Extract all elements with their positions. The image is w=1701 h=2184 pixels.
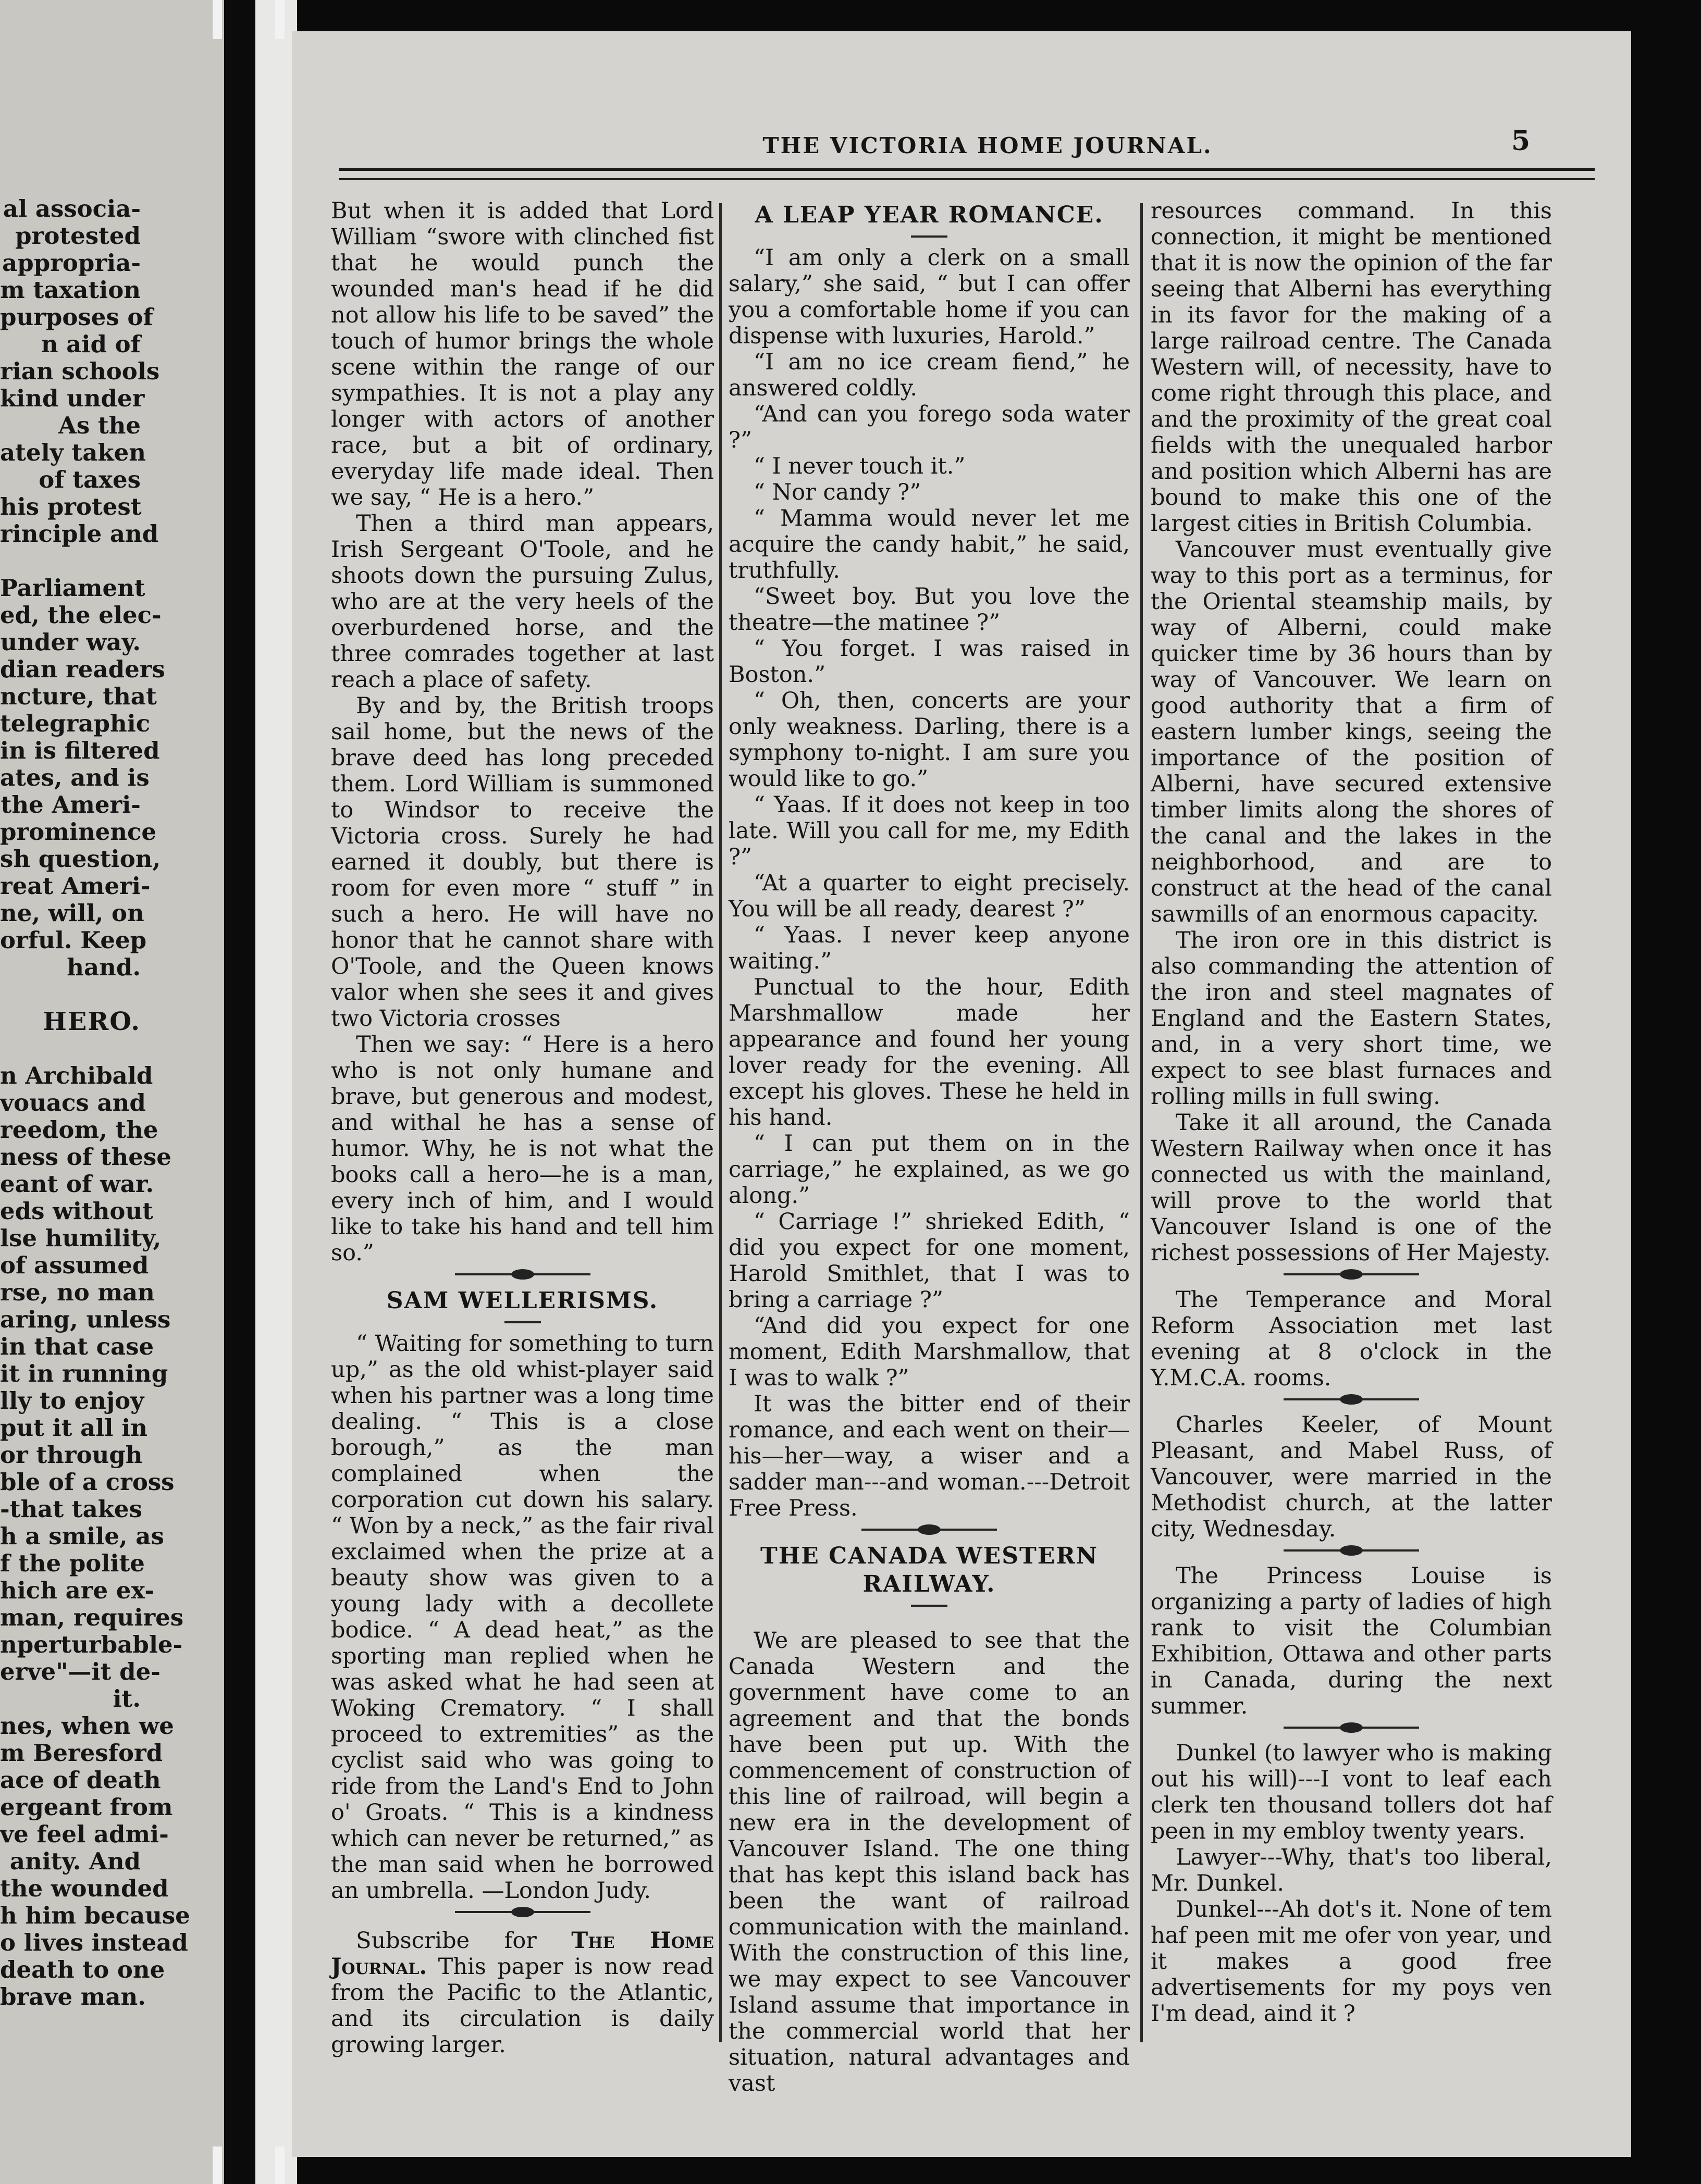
railway-article-continued: resources command. In this connection, it might be mentioned that it is now the opinion of the far seeing that Alberni has everything in its favor for the making of a large railroad centre. The Canada Western will, of necessity, have to come right through this place, and and the proximity of the great coal fields with the unequaled harbor and position which Alberni has are bound to make this one of the largest cities in British Columbia.	[1151, 198, 1552, 537]
left-page-line: HERO.	[43, 1007, 141, 1036]
section-ornament	[455, 1911, 590, 1913]
subscribe-lead: Subscribe for	[356, 1928, 572, 1954]
left-page-text-column	[0, 195, 190, 2011]
romance-paragraph: “ Carriage !” shrieked Edith, “ did you expect for one moment, Harold Smithlet, that I was to bring a carriage ?”	[729, 1209, 1130, 1313]
left-page-line: h a smile, as	[0, 1522, 164, 1550]
section-ornament	[1284, 1273, 1419, 1275]
leap-year-romance-heading: A LEAP YEAR ROMANCE.	[755, 202, 1104, 228]
left-page-line: it.	[113, 1685, 141, 1713]
section-ornament	[1284, 1549, 1419, 1552]
column-three	[1151, 198, 1552, 2027]
column-one	[331, 198, 714, 2058]
left-page-line: erve"—it de-	[0, 1658, 161, 1685]
left-page-line: the Ameri-	[1, 791, 141, 818]
left-page-line: his protest	[0, 493, 142, 520]
binding-strip	[255, 0, 297, 2184]
left-page-line: under way.	[0, 628, 141, 656]
left-page-line: ates, and is	[0, 764, 150, 791]
temperance-item: The Temperance and Moral Reform Association met last evening at 8 o'clock in the Y.M.C.A. rooms.	[1151, 1287, 1552, 1391]
railway-article: We are pleased to see that the Canada Western and the government have come to an agreement and that the bonds have been put up. With the commencement of construction of this line of railroad, will begin a new era in the development of Vancouver Island. The one thing that has kept this island back has been the want of railroad communication with the mainland. With the construction of this line, we may expect to see Vancouver Island assume that importance in the commercial world that her situation, natural advantages and vast	[729, 1628, 1130, 2096]
masthead: THE VICTORIA HOME JOURNAL.	[762, 133, 1213, 158]
romance-paragraph: “ Nor candy ?”	[754, 479, 921, 505]
column-rule	[719, 203, 722, 2042]
section-ornament	[861, 1529, 997, 1531]
left-page-line: ergeant from	[0, 1793, 173, 1821]
left-page-line: dian readers	[0, 655, 165, 683]
princess-louise-item: The Princess Louise is organizing a party of ladies of high rank to visit the Columbian Exhibition, Ottawa and other parts in Canada, during the next summer.	[1151, 1563, 1552, 1719]
sam-wellerisms-heading: SAM WELLERISMS.	[386, 1287, 659, 1314]
romance-paragraph: “I am only a clerk on a small salary,” she said, “ but I can offer you a comfortable home if you can dispense with luxuries, Harold.”	[729, 245, 1130, 349]
line-gap	[0, 548, 141, 575]
romance-paragraph: “ Yaas. If it does not keep in too late. Will you call for me, my Edith ?”	[729, 792, 1130, 870]
left-page-line: or through	[0, 1441, 143, 1469]
line-gap	[0, 981, 141, 1008]
left-page-line: vouacs and	[0, 1089, 146, 1116]
column-two	[729, 198, 1130, 2096]
scan-edge-mark	[275, 0, 285, 39]
left-page-line: in is filtered	[0, 737, 160, 764]
left-page-line: telegraphic	[0, 710, 151, 737]
left-page-line: put it all in	[0, 1414, 148, 1442]
heading-dash	[911, 1605, 947, 1607]
romance-paragraph: “ You forget. I was raised in Boston.”	[729, 636, 1130, 688]
left-page-line: ncture, that	[0, 682, 157, 710]
left-page-line: man, requires	[0, 1604, 184, 1631]
left-page-line: nes, when we	[0, 1712, 174, 1740]
left-page-line: ble of a cross	[0, 1468, 175, 1496]
romance-paragraph: “ Mamma would never let me acquire the candy habit,” he said, truthfully.	[729, 505, 1130, 584]
scan-border	[1631, 0, 1701, 2184]
page-number: 5	[1511, 125, 1531, 157]
left-page-line: -that takes	[0, 1495, 142, 1523]
left-page-line: ve feel admi-	[0, 1820, 169, 1848]
left-page-line: lse humility,	[0, 1224, 162, 1252]
dunkel-joke-line: Dunkel (to lawyer who is making out his will)---I vont to leaf each clerk ten thousand tollers dot haf peen in my embloy twenty years.	[1151, 1740, 1552, 1844]
hero-paragraph: Then a third man appears, Irish Sergeant O'Toole, and he shoots down the pursuing Zulus, who are at the very heels of the overburdened horse, and the three comrades together at last reach a place of safety.	[331, 511, 714, 693]
subscribe-notice	[331, 1928, 714, 2058]
left-page-line: sh question,	[0, 845, 161, 873]
left-page-line: m Beresford	[0, 1739, 163, 1767]
newspaper-page	[292, 31, 1631, 2157]
left-page-line: reedom, the	[0, 1116, 158, 1144]
left-page-line: purposes of	[0, 303, 153, 331]
section-ornament	[1284, 1727, 1419, 1729]
left-page-line: eant of war.	[0, 1170, 154, 1198]
vancouver-paragraph: Vancouver must eventually give way to this port as a terminus, for the Oriental steamship mails, by way of Alberni, could make quicker time by 36 hours than by way of Vancouver. We learn on good authority that a firm of eastern lumber kings, seeing the importance of the position of Alberni, have secured extensive timber limits along the shores of the canal and the lakes in the neighborhood, and are to construct at the head of the canal sawmills of an enormous capacity.	[1151, 537, 1552, 927]
left-page-line: h him because	[0, 1902, 190, 1929]
left-page-line: brave man.	[0, 1983, 146, 2011]
section-ornament	[1284, 1398, 1419, 1400]
column-rule	[1140, 203, 1143, 2042]
left-page-line: appropria-	[2, 249, 141, 277]
left-page-line: orful. Keep	[0, 926, 147, 954]
left-page-line: al associa-	[3, 195, 141, 222]
heading-dash	[504, 1321, 541, 1323]
romance-paragraph: “ I can put them on in the carriage,” he explained, as we go along.”	[729, 1131, 1130, 1209]
scan-edge-mark	[213, 2146, 222, 2184]
left-page-line: o lives instead	[0, 1929, 188, 1956]
hero-paragraph: By and by, the British troops sail home, but the news of the brave deed has long preceded them. Lord William is summoned to Windsor to receive the Victoria cross. Surely he had earned it doubly, but there is room for even more “ stuff ” in such a hero. He will have no honor that he cannot share with O'Toole, and the Queen knows valor when she sees it and gives two Victoria crosses	[331, 693, 714, 1032]
left-page-line: eds without	[0, 1197, 153, 1225]
dunkel-joke-line: Lawyer---Why, that's too liberal, Mr. Dunkel.	[1151, 1844, 1552, 1896]
subscribe-rest: This paper is now read from the Pacific to the Atlantic, and its circulation is daily growing larger.	[331, 1954, 714, 2058]
left-page-line: the wounded	[0, 1875, 169, 1902]
romance-paragraph: “ I never touch it.”	[754, 453, 966, 479]
left-page-line: in that case	[0, 1333, 154, 1360]
left-page-line: rian schools	[0, 357, 160, 385]
left-page-fragment	[0, 0, 224, 2184]
section-ornament	[455, 1273, 590, 1275]
keeler-wedding-item: Charles Keeler, of Mount Pleasant, and Mabel Russ, of Vancouver, were married in the Methodist church, at the latter city, Wednesday.	[1151, 1412, 1552, 1542]
romance-paragraph: “I am no ice cream fiend,” he answered coldly.	[729, 349, 1130, 401]
left-page-line: lly to enjoy	[0, 1387, 144, 1414]
romance-story	[729, 245, 1130, 1521]
left-page-line: ed, the elec-	[0, 601, 162, 629]
left-page-line: reat Ameri-	[0, 872, 151, 900]
left-page-line: ately taken	[0, 439, 146, 466]
hero-paragraph: Then we say: “ Here is a hero who is not only humane and brave, but generous and modest, and withal he has a sense of humor. Why, he is not what the books call a hero—he is a man, every inch of him, and I would like to take his hand and tell him so.”	[331, 1032, 714, 1266]
romance-paragraph: “And did you expect for one moment, Edith Marshmallow, that I was to walk ?”	[729, 1313, 1130, 1391]
dunkel-joke-line: Dunkel---Ah dot's it. None of tem haf peen mit me ofer von year, und it makes a good free advertisements for my poys ven I'm dead, aind it ?	[1151, 1896, 1552, 2027]
take-it-all-paragraph: Take it all around, the Canada Western Railway when once it has connected us with the mainland, will prove to the world that Vancouver Island is one of the richest possessions of Her Majesty.	[1151, 1110, 1552, 1266]
romance-paragraph: “ Oh, then, concerts are your only weakness. Darling, there is a symphony to-night. I am sure you would like to go.”	[729, 688, 1130, 792]
left-page-line: As the	[58, 412, 141, 439]
left-page-line: hich are ex-	[0, 1577, 155, 1604]
left-page-line: ne, will, on	[0, 899, 144, 927]
iron-ore-paragraph: The iron ore in this district is also commanding the attention of the iron and steel magnates of England and the Eastern States, and, in a very short time, we expect to see blast furnaces and rolling mills in full swing.	[1151, 927, 1552, 1110]
left-page-line: death to one	[0, 1956, 165, 1983]
header-rule-thin	[339, 178, 1595, 180]
romance-paragraph: “And can you forego soda water ?”	[729, 401, 1130, 453]
romance-paragraph: “At a quarter to eight precisely. You will be all ready, dearest ?”	[729, 870, 1130, 922]
left-page-line: of assumed	[0, 1251, 149, 1279]
heading-dash	[911, 235, 947, 238]
left-page-line: ness of these	[0, 1143, 171, 1171]
scan-edge-mark	[275, 2146, 285, 2184]
scan-edge-mark	[213, 0, 222, 39]
left-page-line: ace of death	[0, 1766, 161, 1794]
left-page-line: m taxation	[0, 276, 141, 304]
journal-name: The Home Journal.	[331, 1928, 714, 1980]
left-page-line: n Archibald	[0, 1062, 153, 1089]
left-page-line: anity. And	[9, 1847, 141, 1875]
left-page-line: hand.	[67, 953, 141, 981]
romance-paragraph: Punctual to the hour, Edith Marshmallow made her appearance and found her young lover ready for the evening. All except his gloves. These he held in his hand.	[729, 974, 1130, 1131]
line-gap	[0, 1035, 141, 1062]
left-page-line: rse, no man	[0, 1279, 155, 1306]
left-page-line: of taxes	[39, 466, 141, 493]
left-page-line: prominence	[0, 818, 156, 846]
romance-paragraph: “ Yaas. I never keep anyone waiting.”	[729, 922, 1130, 974]
left-page-line: Parliament	[0, 574, 145, 602]
left-page-line: n aid of	[41, 330, 141, 358]
left-page-line: kind under	[0, 384, 145, 412]
left-page-line: it in running	[0, 1360, 168, 1387]
left-page-line: protested	[15, 222, 141, 250]
header-rule	[339, 168, 1595, 171]
sam-wellerisms-text: “ Waiting for something to turn up,” as the old whist-player said when his partner was a long time dealing. “ This is a close borough,” as the man complained when the corporation cut down his salary. “ Won by a neck,” as the fair rival exclaimed when the prize at a beauty show was given to a young lady with a decollete bodice. “ A dead heat,” as the sporting man replied when he was asked what he had seen at Woking Crematory. “ I shall proceed to extremities” as the cyclist said who was going to ride from the Land's End to John o' Groats. “ This is a kindness which can never be returned,” as the man said when he borrowed an umbrella. —London Judy.	[331, 1331, 714, 1904]
left-page-line: aring, unless	[0, 1306, 171, 1333]
left-page-line: nperturbable-	[0, 1631, 183, 1658]
romance-paragraph: It was the bitter end of their romance, and each went on their—his—her—way, a wiser and a sadder man---and woman.---Detroit Free Press.	[729, 1391, 1130, 1521]
hero-paragraph: But when it is added that Lord William “swore with clinched fist that he would punch the wounded man's head if he did not allow his life to be saved” the touch of humor brings the whole scene within the range of our sympathies. It is not a play any longer with actors of another race, but a bit of ordinary, everyday life made ideal. Then we say, “ He is a hero.”	[331, 198, 714, 511]
left-page-line: f the polite	[0, 1549, 145, 1577]
romance-paragraph: “Sweet boy. But you love the theatre—the matinee ?”	[729, 584, 1130, 636]
canada-western-heading: THE CANADA WESTERN RAILWAY.	[760, 1543, 1099, 1597]
left-page-line: rinciple and	[0, 520, 159, 548]
